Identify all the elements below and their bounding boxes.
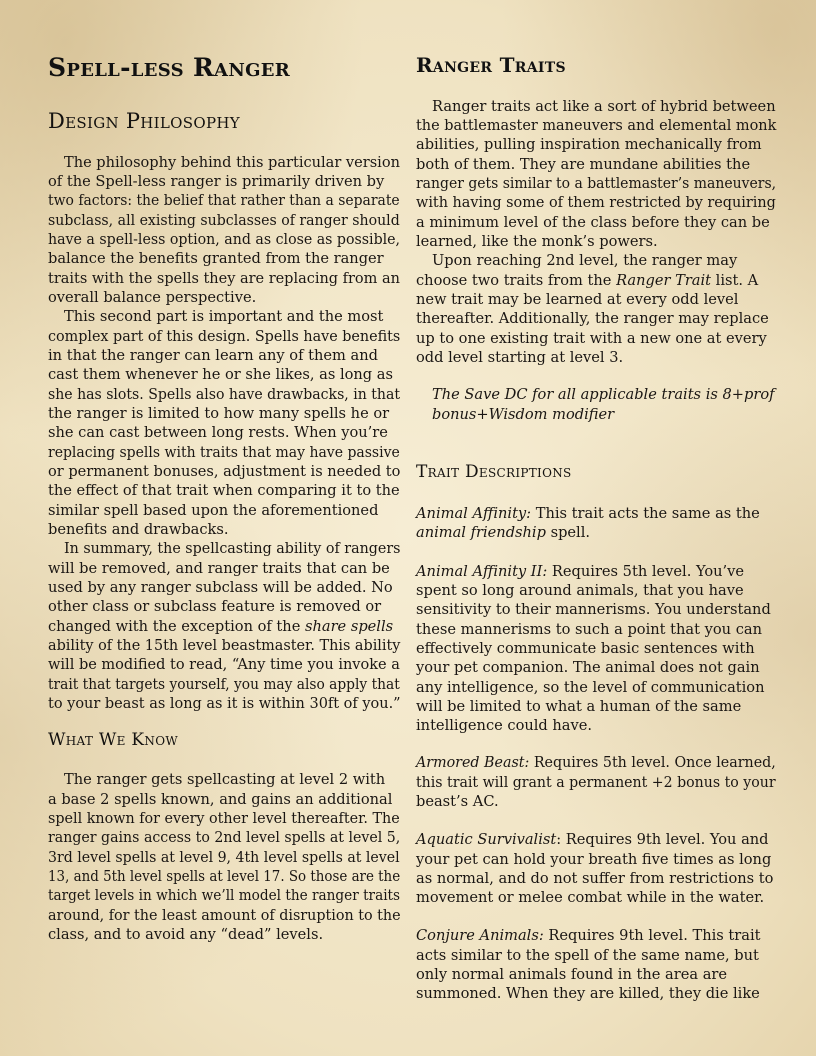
what-we-know-heading: What We Know — [48, 730, 178, 750]
text-run: : Requires 9th level. You and — [556, 831, 769, 848]
paragraph-line: will be limited to what a human of the same — [416, 698, 742, 715]
paragraph-line: these mannerisms to such a point that you can — [416, 621, 762, 638]
trait-descriptions-heading: Trait Descriptions — [416, 462, 572, 482]
paragraph-line: both of them. They are mundane abilities the — [416, 156, 751, 173]
paragraph-line — [416, 271, 758, 290]
paragraph-line: summoned. When they are killed, they die like — [416, 985, 760, 1002]
spell-name: animal friendship — [416, 524, 546, 541]
text-run: choose two traits from the — [416, 272, 617, 289]
paragraph-line: Ranger traits act like a sort of hybrid between — [432, 98, 776, 115]
paragraph-line: in that the ranger can learn any of them and — [48, 347, 378, 364]
paragraph-line: new trait may be learned at every odd level — [416, 291, 739, 308]
page-title: Spell-less Ranger — [48, 53, 291, 82]
paragraph-line: cast them whenever he or she likes, as long as — [48, 366, 393, 383]
paragraph-line: In summary, the spellcasting ability of rangers — [64, 540, 401, 557]
trait-name: Animal Affinity II: — [416, 563, 548, 580]
paragraph-line: she has slots. Spells also have drawbacks, in that — [48, 386, 401, 403]
paragraph-line: she can cast between long rests. When you’re — [48, 424, 388, 441]
paragraph-line — [48, 617, 393, 636]
paragraph-line: ranger gains access to 2nd level spells at level 5, — [48, 829, 401, 846]
text-run: Requires 9th level. This trait — [543, 927, 761, 944]
paragraph-line: only normal animals found in the area are — [416, 966, 728, 983]
text-run: Requires 5th level. You’ve — [547, 563, 745, 580]
paragraph-line: up to one existing trait with a new one at every — [416, 330, 767, 347]
paragraph-line: ranger gets similar to a battlemaster’s maneuvers, — [416, 175, 777, 192]
share-spells-term: share spells — [304, 618, 394, 635]
paragraph-line: will be removed, and ranger traits that can be — [48, 560, 390, 577]
paragraph-line: subclass, all existing subclasses of ranger should — [48, 212, 400, 229]
paragraph-line: to your beast as long as it is within 30ft of you.” — [48, 695, 401, 712]
paragraph-line: benefits and drawbacks. — [48, 521, 229, 538]
paragraph-line: a minimum level of the class before they can be — [416, 214, 770, 231]
paragraph-line: this trait will grant a permanent +2 bonus to your — [416, 774, 776, 791]
paragraph-line: or permanent bonuses, adjustment is needed to — [48, 463, 401, 480]
paragraph-line: class, and to avoid any “dead” levels. — [48, 926, 324, 943]
paragraph-line: learned, like the monk’s powers. — [416, 233, 658, 250]
paragraph-line: acts similar to the spell of the same name, but — [416, 947, 759, 964]
paragraph-line: sensitivity to their mannerisms. You understand — [416, 601, 771, 618]
paragraph-line: beast’s AC. — [416, 793, 499, 810]
paragraph-line: your pet companion. The animal does not gain — [416, 659, 760, 676]
paragraph-line: complex part of this design. Spells have benefits — [48, 328, 401, 345]
paragraph-line: two factors: the belief that rather than a separate — [48, 192, 400, 209]
paragraph-line: target levels in which we’ll model the ranger traits — [48, 887, 401, 904]
paragraph-line: of the Spell-less ranger is primarily driven by — [48, 173, 385, 190]
paragraph-line: have a spell-less option, and as close as possible, — [48, 231, 401, 248]
paragraph-line: balance the benefits granted from the ranger — [48, 250, 384, 267]
paragraph-line: effectively communicate basic sentences with — [416, 640, 755, 657]
save-dc-note: bonus+Wisdom modifier — [432, 406, 615, 423]
paragraph-line: replacing spells with traits that may have passive — [48, 444, 400, 461]
paragraph-line: your pet can hold your breath five times as long — [416, 851, 772, 868]
paragraph-line: will be modified to read, “Any time you invoke a — [48, 656, 400, 673]
paragraph-line: with having some of them restricted by requiring — [416, 194, 776, 211]
paragraph-line: other class or subclass feature is removed or — [48, 598, 382, 615]
paragraph-line — [416, 523, 590, 542]
paragraph-line: 13, and 5th level spells at level 17. So those are the — [48, 868, 401, 885]
ranger-traits-heading: Ranger Traits — [416, 53, 566, 77]
paragraph-line: This second part is important and the most — [64, 308, 384, 325]
ranger-trait-term: Ranger Trait — [616, 272, 712, 289]
paragraph-line: a base 2 spells known, and gains an additional — [48, 791, 393, 808]
paragraph-line: similar spell based upon the aforementioned — [48, 502, 379, 519]
paragraph-line: odd level starting at level 3. — [416, 349, 624, 366]
trait-animal-affinity-ii — [416, 562, 744, 581]
paragraph-line: spell known for every other level thereafter. The — [48, 810, 400, 827]
text-run: This trait acts the same as the — [531, 505, 760, 522]
paragraph-line: used by any ranger subclass will be added. No — [48, 579, 393, 596]
trait-armored-beast — [416, 753, 776, 772]
text-run: changed with the exception of the — [48, 618, 305, 635]
paragraph-line: abilities, pulling inspiration mechanically from — [416, 136, 762, 153]
paragraph-line: overall balance perspective. — [48, 289, 257, 306]
paragraph-line: The philosophy behind this particular version — [64, 154, 400, 171]
paragraph-line: 3rd level spells at level 9, 4th level spells at level — [48, 849, 400, 866]
paragraph-line: the ranger is limited to how many spells he or — [48, 405, 390, 422]
paragraph-line: The ranger gets spellcasting at level 2 with — [64, 771, 386, 788]
design-philosophy-heading: Design Philosophy — [48, 109, 240, 133]
save-dc-note: The Save DC for all applicable traits is 8+prof — [432, 386, 775, 403]
text-run: Requires 5th level. Once learned, — [529, 754, 776, 771]
paragraph-line: as normal, and do not suffer from restrictions to — [416, 870, 774, 887]
paragraph-line: the battlemaster maneuvers and elemental monk — [416, 117, 777, 134]
paragraph-line: movement or melee combat while in the water. — [416, 889, 765, 906]
paragraph-line: trait that targets yourself, you may also apply that — [48, 676, 400, 693]
trait-conjure-animals — [416, 926, 760, 945]
trait-name: Animal Affinity: — [416, 505, 532, 522]
trait-name: Aquatic Survivalist — [416, 831, 557, 848]
paragraph-line: Upon reaching 2nd level, the ranger may — [432, 252, 738, 269]
trait-name: Conjure Animals: — [416, 927, 544, 944]
trait-animal-affinity — [416, 504, 760, 523]
trait-aquatic-survivalist — [416, 830, 769, 849]
paragraph-line: any intelligence, so the level of communication — [416, 679, 765, 696]
text-run: spell. — [545, 524, 591, 541]
paragraph-line: spent so long around animals, that you have — [416, 582, 744, 599]
trait-name: Armored Beast: — [416, 754, 530, 771]
text-run: list. A — [711, 272, 759, 289]
paragraph-line: intelligence could have. — [416, 717, 593, 734]
paragraph-line: the effect of that trait when comparing it to the — [48, 482, 400, 499]
paragraph-line: ability of the 15th level beastmaster. This ability — [48, 637, 401, 654]
paragraph-line: around, for the least amount of disruption to the — [48, 907, 401, 924]
paragraph-line: traits with the spells they are replacing from an — [48, 270, 400, 287]
paragraph-line: thereafter. Additionally, the ranger may replace — [416, 310, 769, 327]
